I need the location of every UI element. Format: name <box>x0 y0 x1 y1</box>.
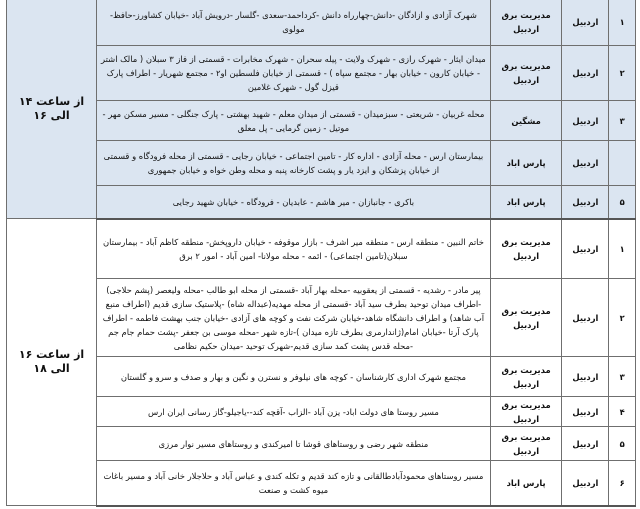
row-number: ۴ <box>609 397 636 427</box>
outage-areas-cell: مسیر روستا های دولت اباد- یزن آباد -الزاب -آقچه کند--یاجیلو-گاز رسانی ایران ارس <box>97 397 491 427</box>
province-cell: اردبیل <box>562 101 609 141</box>
row-number: ۳ <box>609 101 636 141</box>
row-number: ۵ <box>609 186 636 219</box>
distribution-company-cell: مدیریت برق اردبیل <box>490 0 562 46</box>
distribution-company-cell: مدیریت برق اردبیل <box>490 427 562 461</box>
outage-areas-cell: مسیر روستاهای محمودآبادطالقانی و تازه کند قدیم و تکله کندی و عباس آباد و حلاجلار خانی آباد و مسیر باغات میوه کشت و صنعت <box>97 461 491 506</box>
outage-areas-cell: شهرک آزادی و ازادگان -دانش-چهارراه دانش -کرداحمد-سعدی -گلسار -درویش آباد -خیابان کشاورز-حافظ-مولوی <box>97 0 491 46</box>
outage-areas-cell: بیمارستان ارس - محله آزادی - اداره کار - تامین اجتماعی - خیابان رجایی - قسمتی از محله فرودگاه و قسمتی از خیابان پزشکان و ایزد یار و پشت کارخانه پنبه و محله وطن خواه و خیابان جمهوری <box>97 141 491 186</box>
province-cell: اردبیل <box>562 186 609 219</box>
row-number <box>609 141 636 186</box>
outage-areas-cell: محله غربیان - شریعتی - سبزمیدان - قسمتی از میدان معلم - شهید بهشتی - پارک جنگلی - مسیر مسکن مهر - موتیل - زمین گرمایی - پل معلق <box>97 101 491 141</box>
power-outage-schedule-table <box>6 0 636 507</box>
row-number: ۱ <box>609 219 636 279</box>
row-number: ۱ <box>609 0 636 46</box>
table-row <box>7 357 636 397</box>
table-row <box>7 0 636 46</box>
table-row <box>7 101 636 141</box>
table-row <box>7 397 636 427</box>
outage-areas-cell: پیر مادر - رشدیه - قسمتی از یعقوبیه -محله بهار آباد -قسمتی از محله ابو طالب -محله ولیعصر (پشم حلاجی) -اطراف میدان توحید بطرف سید آباد -قسمتی از محله مهدیه(عبداله شاه) -پلاستیک سازی قدیم (اطراف منبع آب شاهد) و اطراف دانشگاه شاهد-خیابان شرکت نفت و کوچه های آزادی -خیابان جنب بهشت فاطمه - اطراف پارک آرتا -خیابان امام(ژاندارمری بطرف تازه میدان )-تازه شهر -محله موسی بن جعفر -پشت حمام جام جم -محله قدس پشت کمد سازی قدیم-شهرک توحید -میدان حکیم نظامی <box>97 279 491 357</box>
outage-areas-cell: باکری - جانبازان - میر هاشم - عابدیان - فرودگاه - خیابان شهید رجایی <box>97 186 491 219</box>
distribution-company-cell: مشگین <box>490 101 562 141</box>
row-number: ۲ <box>609 279 636 357</box>
table-row <box>7 461 636 506</box>
province-cell: اردبیل <box>562 219 609 279</box>
outage-areas-cell: مجتمع شهرک اداری کارشناسان - کوچه های نیلوفر و نسترن و نگین و بهار و صدف و سرو و گلستان <box>97 357 491 397</box>
province-cell: اردبیل <box>562 357 609 397</box>
province-cell: اردبیل <box>562 46 609 101</box>
row-number: ۶ <box>609 461 636 506</box>
table-row <box>7 186 636 219</box>
distribution-company-cell: پارس اباد <box>490 186 562 219</box>
table-row <box>7 141 636 186</box>
time-slot-cell: از ساعت ۱۴ الی ۱۶ <box>7 0 97 219</box>
province-cell: اردبیل <box>562 279 609 357</box>
row-number: ۵ <box>609 427 636 461</box>
table-row <box>7 279 636 357</box>
distribution-company-cell: پارس اباد <box>490 461 562 506</box>
distribution-company-cell: مدیریت برق اردبیل <box>490 397 562 427</box>
distribution-company-cell: مدیریت برق اردبیل <box>490 279 562 357</box>
row-number: ۲ <box>609 46 636 101</box>
time-slot-cell: از ساعت ۱۶ الی ۱۸ <box>7 219 97 506</box>
outage-areas-cell: میدان ایثار - شهرک رازی - شهرک ولایت - پیله سحران - شهرک مخابرات - قسمتی از فاز ۳ سبلان ( مالک اشتر - خیابان کارون - خیابان بهار - مجتمع سپاه ) - قسمتی از خیابان فلسطین او۲ - مجتمع شهریار - اطراف پارک قیزل گول - شهرک غلامین <box>97 46 491 101</box>
table-row <box>7 427 636 461</box>
distribution-company-cell: مدیریت برق اردبیل <box>490 46 562 101</box>
province-cell: اردبیل <box>562 397 609 427</box>
province-cell: اردبیل <box>562 141 609 186</box>
distribution-company-cell: مدیریت برق اردبیل <box>490 357 562 397</box>
table-row <box>7 46 636 101</box>
distribution-company-cell: پارس اباد <box>490 141 562 186</box>
outage-areas-cell: منطقه شهر رضی و روستاهای قوشا تا امیرکندی و روستاهای مسیر نوار مرزی <box>97 427 491 461</box>
distribution-company-cell: مدیریت برق اردبیل <box>490 219 562 279</box>
outage-areas-cell: خاتم النبین - منطقه ارس - منطقه میر اشرف - بازار موقوفه - خیابان داروپخش- منطقه کاظم آباد - بیمارستان سبلان(تامین اجتماعی) - ائمه - محله مولانا- امین آباد - امور ۲ برق <box>97 219 491 279</box>
row-number: ۳ <box>609 357 636 397</box>
province-cell: اردبیل <box>562 0 609 46</box>
province-cell: اردبیل <box>562 461 609 506</box>
province-cell: اردبیل <box>562 427 609 461</box>
table-row <box>7 219 636 279</box>
